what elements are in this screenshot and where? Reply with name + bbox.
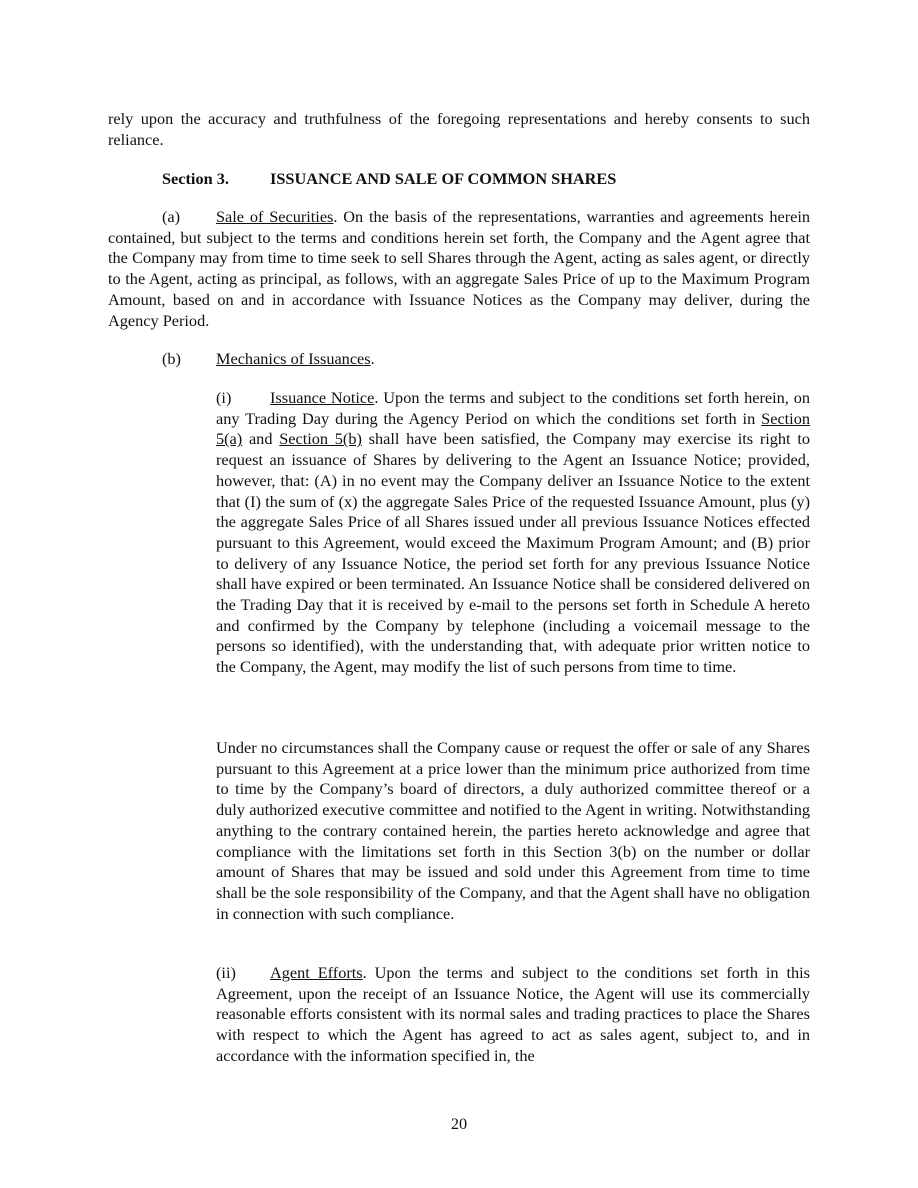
section-number: Section 3. [162, 169, 229, 188]
section-5a-reference: Section 5(a) [216, 408, 810, 449]
paragraph-i-label: (i) [216, 388, 232, 407]
paragraph-b-label: (b) [162, 349, 181, 368]
paragraph-i-text3: shall have been satisfied, the Company may exercise its right to request an issuance of Shares by delivering to the Agent an Issuance Notice; provided, however, that: (A) in no event may the Company deliver an Issuance Notice to the extent that (I) the sum of (x) the aggregate Sales Price of the requested Issuance Amount, plus (y) the aggregate Sales Price of all Shares issued under all previous Issuance Notices effected pursuant to this Agreement, would exceed the Maximum Program Amount; and (B) prior to delivery of any Issuance Notice, the period set forth for any previous Issuance Notice shall have expired or been terminated. An Issuance Notice shall be considered delivered on the Trading Day that it is received by e-mail to the persons set forth in Schedule A hereto and confirmed by the Company by telephone (including a voicemail message to the persons so identified), with the understanding that, with adequate prior written notice to the Company, the Agent, may modify the list of such persons from time to time. [216, 429, 810, 677]
paragraph-ii-title: Agent Efforts [270, 963, 363, 982]
paragraph-i-title: Issuance Notice [270, 388, 375, 407]
section-heading [162, 169, 616, 190]
paragraph-b-title: Mechanics of Issuances [216, 349, 371, 368]
paragraph-a-title: Sale of Securities [216, 207, 334, 226]
paragraph-i-text2: and [242, 429, 280, 449]
continuation-text: rely upon the accuracy and truthfulness of the foregoing representations and hereby consents to such reliance. [108, 109, 810, 149]
paragraph-b [162, 349, 375, 370]
paragraph-i [216, 388, 810, 678]
paragraph-i-text1: . Upon the terms and subject to the conditions set forth herein, on any Trading Day during the Agency Period on which the conditions set forth in [216, 388, 811, 428]
limitations-text: Under no circumstances shall the Company cause or request the offer or sale of any Shares pursuant to this Agreement at a price lower than the minimum price authorized from time to time by the Company’s board of directors, a duly authorized committee thereof or a duly authorized executive committee and notified to the Agent in writing. Notwithstanding anything to the contrary contained herein, the parties hereto acknowledge and agree that compliance with the limitations set forth in this Section 3(b) on the number or dollar amount of Shares that may be issued and sold under this Agreement from time to time shall be the sole responsibility of the Company, and that the Agent shall have no obligation in connection with such compliance. [216, 738, 810, 923]
page-number: 20 [450, 1114, 468, 1133]
paragraph-ii [216, 963, 810, 1067]
paragraph-ii-text: . Upon the terms and subject to the conditions set forth in this Agreement, upon the receipt of an Issuance Notice, the Agent will use its commercially reasonable efforts consistent with its normal sales and trading practices to place the Shares with respect to which the Agent has agreed to act as sales agent, subject to, and in accordance with the information specified in, the [216, 963, 811, 1065]
paragraph-a [108, 207, 810, 331]
paragraph-ii-label: (ii) [216, 963, 236, 982]
paragraph-b-suffix: . [370, 349, 375, 368]
section-title: ISSUANCE AND SALE OF COMMON SHARES [270, 169, 617, 188]
limitations-paragraph [216, 738, 810, 924]
paragraph-a-label: (a) [162, 207, 181, 226]
section-5b-reference: Section 5(b) [279, 429, 362, 449]
continuation-paragraph [108, 109, 810, 150]
paragraph-a-text: . On the basis of the representations, warranties and agreements herein contained, but subject to the terms and conditions herein set forth, the Company and the Agent agree that the Company may from time to time seek to sell Shares through the Agent, acting as sales agent, or directly to the Agent, acting as principal, as follows, with an aggregate Sales Price of up to the Maximum Program Amount, based on and in accordance with Issuance Notices as the Company may deliver, during the Agency Period. [108, 207, 811, 330]
